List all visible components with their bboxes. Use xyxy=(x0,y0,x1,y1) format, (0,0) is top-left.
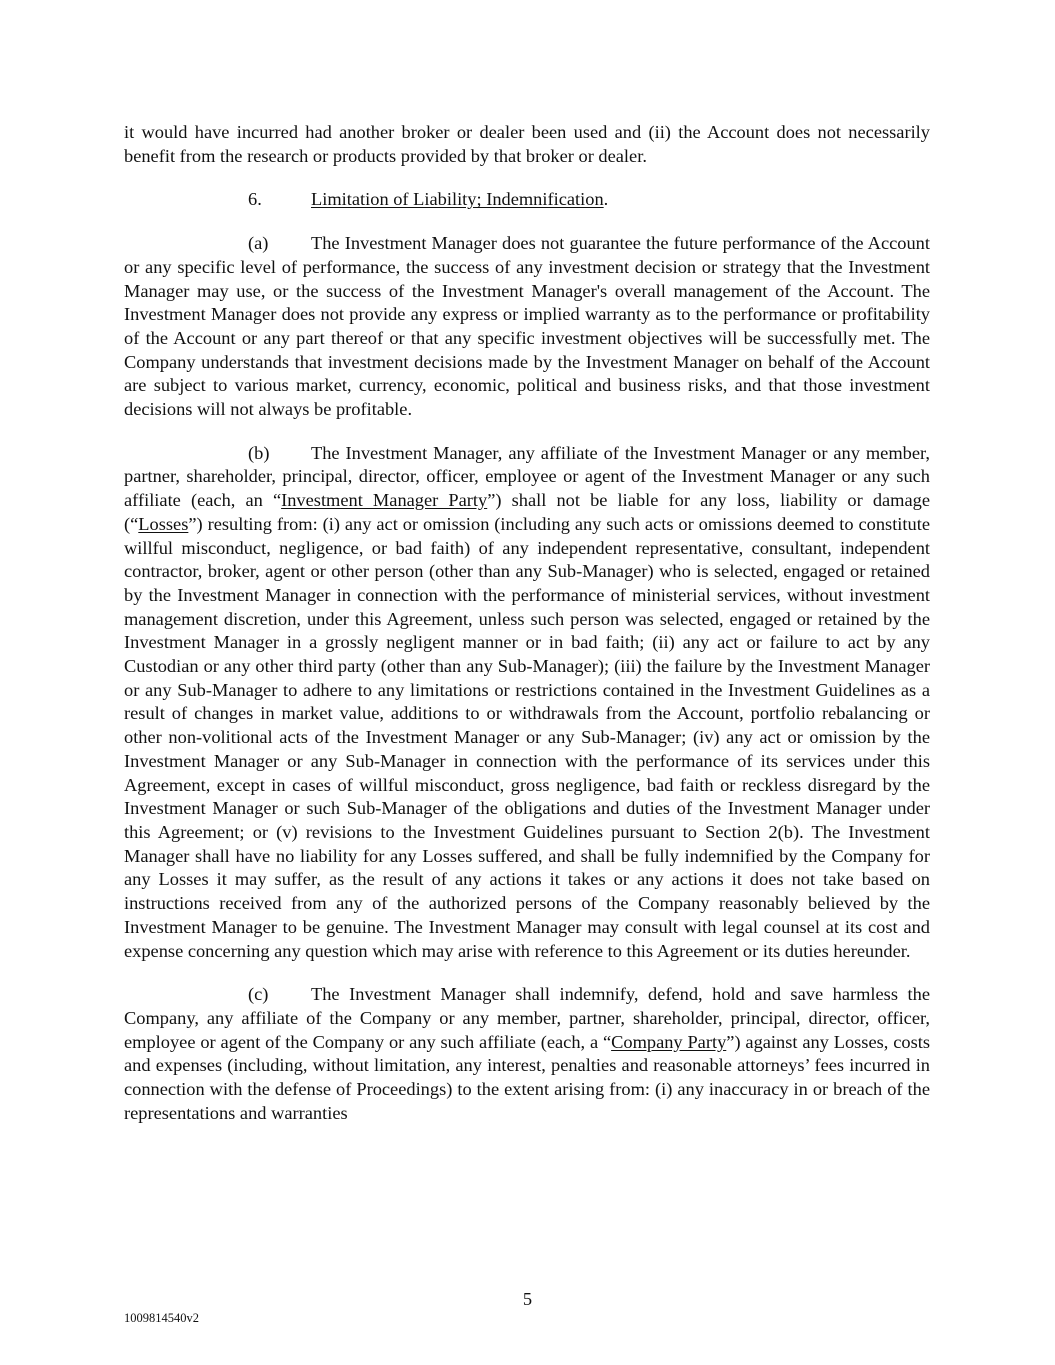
defined-term: Investment Manager Party xyxy=(281,490,488,511)
body-text: it would have incurred had another broker or dealer been used and (ii) the Account does not necessarily benefit from the research or products provided by that broker or dealer. xyxy=(124,122,930,166)
paragraph-b xyxy=(124,442,930,963)
body-text: The Investment Manager shall indemnify, defend, hold and save harmless the Company, any affiliate of the Company or any member, partner, shareholder, principal, director, officer, employee or agent of the Company or any such affiliate (each, a “ xyxy=(124,984,930,1052)
defined-term: Company Party xyxy=(611,1031,727,1052)
document-body xyxy=(124,121,930,1145)
page-number: 5 xyxy=(522,1289,533,1309)
body-text: ”) resulting from: (i) any act or omission (including any such acts or omissions deemed to constitute willful misconduct, negligence, or bad faith) of any independent representative, consultant, independent contractor, broker, agent or other person (other than any Sub-Manager) who is selected, engaged or retained by the Investment Manager in connection with the performance of ministerial services, without investment management discretion, under this Agreement, unless such person was selected, engaged or retained by the Investment Manager in a grossly negligent manner or in bad faith; (ii) any act or failure to act by any Custodian or any other third party (other than any Sub-Manager); (iii) the failure by the Investment Manager or any Sub-Manager to adhere to any limitations or restrictions contained in the Investment Guidelines as a result of changes in market value, additions to or withdrawals from the Account, portfolio rebalancing or other non-volitional acts of the Investment Manager or any Sub-Manager; (iv) any act or omission by the Investment Manager or any Sub-Manager in connection with the performance of its services under this Agreement, except in cases of willful misconduct, gross negligence, bad faith or reckless disregard by the Investment Manager or such Sub-Manager of the obligations and duties of the Investment Manager under this Agreement; or (v) revisions to the Investment Guidelines pursuant to Section 2(b). The Investment Manager shall have no liability for any Losses suffered, and shall be fully indemnified by the Company for any Losses it may suffer, as the result of any actions it takes or any actions it does not take based on instructions received from any of the authorized persons of the Company reasonably believed by the Investment Manager to be genuine. The Investment Manager may consult with legal counsel at its cost and expense concerning any question which may arise with reference to this Agreement or its duties hereunder. xyxy=(124,513,930,961)
section-title-period: . xyxy=(603,189,609,210)
paragraph-c-text xyxy=(124,984,930,1123)
paragraph-a xyxy=(124,232,930,422)
body-text: ”) shall not be liable for any loss, liability or damage (“ xyxy=(124,490,931,534)
document-id: 1009814540v2 xyxy=(124,1311,199,1325)
paragraph-label: (a) xyxy=(248,233,269,254)
continuation-paragraph xyxy=(124,121,930,168)
paragraph-b-text xyxy=(124,443,930,961)
body-text: ”) against any Losses, costs and expenses (including, without limitation, any interest, penalties and reasonable attorneys’ fees incurred in connection with the defense of Proceedings) to the extent arising from: (i) any inaccuracy in or breach of the representations and warranties xyxy=(124,1031,930,1123)
paragraph-c xyxy=(124,983,930,1125)
section-title: Limitation of Liability; Indemnification xyxy=(311,189,604,210)
section-number: 6. xyxy=(248,189,262,210)
defined-term: Losses xyxy=(138,513,189,534)
paragraph-label: (b) xyxy=(248,442,270,463)
paragraph-label: (c) xyxy=(248,984,269,1005)
section-heading xyxy=(124,188,930,212)
body-text: The Investment Manager does not guarantee the future performance of the Account or any specific level of performance, the success of any investment decision or strategy that the Investment Manager may use, or the success of the Investment Manager's overall management of the Account. The Investment Manager does not provide any express or implied warranty as to the performance or profitability of the Account or any part thereof or that any specific investment objectives will be successfully met. The Company understands that investment decisions made by the Investment Manager on behalf of the Account are subject to various market, currency, economic, political and business risks, and that those investment decisions will not always be profitable. xyxy=(124,233,930,420)
paragraph-a-text xyxy=(124,233,930,419)
body-text: The Investment Manager, any affiliate of the Investment Manager or any member, partner, shareholder, principal, director, officer, employee or agent of the Investment Manager or any such affiliate (each, an “ xyxy=(124,442,930,511)
